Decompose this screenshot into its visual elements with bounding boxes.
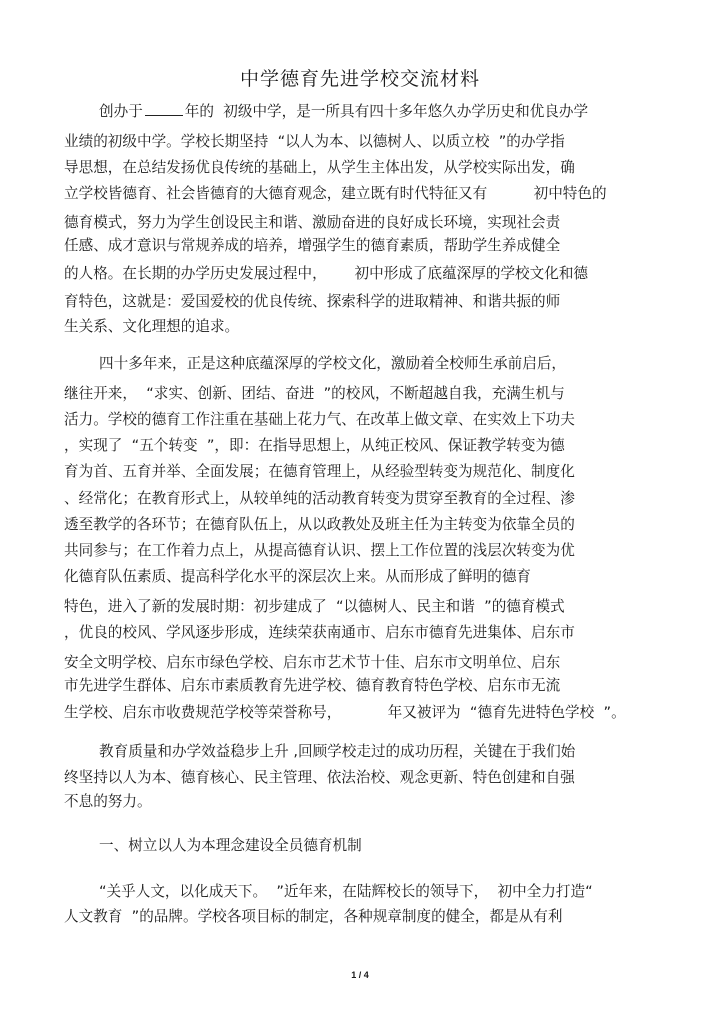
document-title: 中学德育先进学校交流材料 (239, 68, 480, 90)
paragraph-line: 四十多年来，正是这种底蕴深厚的学校文化，激励着全校师生承前启后， (99, 355, 567, 372)
paragraph-line: 育为首、五育并举、全面发展；在德育管理上，从经验型转变为规范化、制度化 (64, 463, 575, 480)
text-segment: 创办于 (99, 103, 143, 120)
page-number: 1 / 4 (351, 970, 369, 980)
paragraph-line: ，优良的校风、学风逐步形成，连续荣获南通市、启东市德育先进集体、启东市 (64, 624, 575, 641)
paragraph-line: ，实现了 “五个转变 ”，即：在指导思想上，从纯正校风、保证教学转变为德 (64, 437, 565, 454)
text-segment: 年的 初级中学，是一所具有四十多年悠久办学历史和优良办学 (184, 103, 589, 120)
paragraph-line: 生关系、文化理想的追求。 (64, 318, 240, 335)
paragraph-line: “关乎人文，以化成天下。 ”近年来，在陆辉校长的领导下， 初中全力打造“ (99, 883, 593, 900)
paragraph-line: 市先进学生群体、启东市素质教育先进学校、德育教育特色学校、启东市无流 (64, 677, 561, 694)
paragraph-line: 、经常化；在教育形式上，从较单纯的活动教育转变为贯穿至教育的全过程、渗 (64, 490, 575, 507)
paragraph-line: 终坚持以人为本、德育核心、民主管理、依法治校、观念更新、特色创建和自强 (64, 769, 575, 786)
paragraph-line: 业绩的初级中学。学校长期坚持 “以人为本、以德树人、以质立校 ”的办学指 (64, 133, 565, 150)
paragraph-line: 继往开来， “求实、创新、团结、奋进 ”的校风，不断超越自我，充满生机与 (64, 385, 565, 402)
paragraph-line: 立学校皆德育、社会皆德育的大德育观念，建立既有时代特征又有 初中特色的 (64, 185, 607, 202)
paragraph-line (99, 101, 588, 122)
paragraph-line: 不息的努力。 (64, 793, 152, 810)
paragraph-line: 的人格。在长期的办学历史发展过程中， 初中形成了底蕴深厚的学校文化和德 (64, 265, 589, 282)
paragraph-line: 育特色，这就是：爱国爱校的优良传统、探索科学的进取精神、和谐共振的师 (64, 293, 561, 310)
paragraph-line: 教育质量和办学效益稳步上升 ,回顾学校走过的成功历程，关键在于我们始 (99, 743, 576, 760)
paragraph-line: 透至教学的各环节；在德育队伍上，从以政教处及班主任为主转变为依靠全员的 (64, 516, 575, 533)
paragraph-line: 安全文明学校、启东市绿色学校、启东市艺术节十佳、启东市文明单位、启东 (64, 654, 561, 671)
paragraph-line: 化德育队伍素质、提高科学化水平的深层次上来。从而形成了鲜明的德育 (64, 568, 532, 585)
paragraph-line: 活力。学校的德育工作注重在基础上花力气、在改革上做文章、在实效上下功夫 (64, 411, 575, 428)
paragraph-line: 共同参与；在工作着力点上，从提高德育认识、摆上工作位置的浅层次转变为优 (64, 542, 575, 559)
blank-underline (145, 101, 183, 116)
section-heading: 一、树立以人为本理念建设全员德育机制 (99, 837, 362, 854)
paragraph-line: 生学校、启东市收费规范学校等荣誉称号， 年又被评为 “德育先进特色学校 ”。 (64, 704, 626, 721)
paragraph-line: 任感、成才意识与常规养成的培养，增强学生的德育素质，帮助学生养成健全 (64, 237, 561, 254)
paragraph-line: 特色，进入了新的发展时期：初步建成了 “以德树人、民主和谐 ”的德育模式 (64, 598, 565, 615)
paragraph-line: 人文教育 ”的品牌。学校各项目标的制定，各种规章制度的健全，都是从有利 (64, 908, 563, 925)
paragraph-line: 导思想，在总结发扬优良传统的基础上，从学生主体出发，从学校实际出发，确 (64, 159, 575, 176)
paragraph-line: 德育模式，努力为学生创设民主和谐、激励奋进的良好成长环境，实现社会责 (64, 214, 561, 231)
